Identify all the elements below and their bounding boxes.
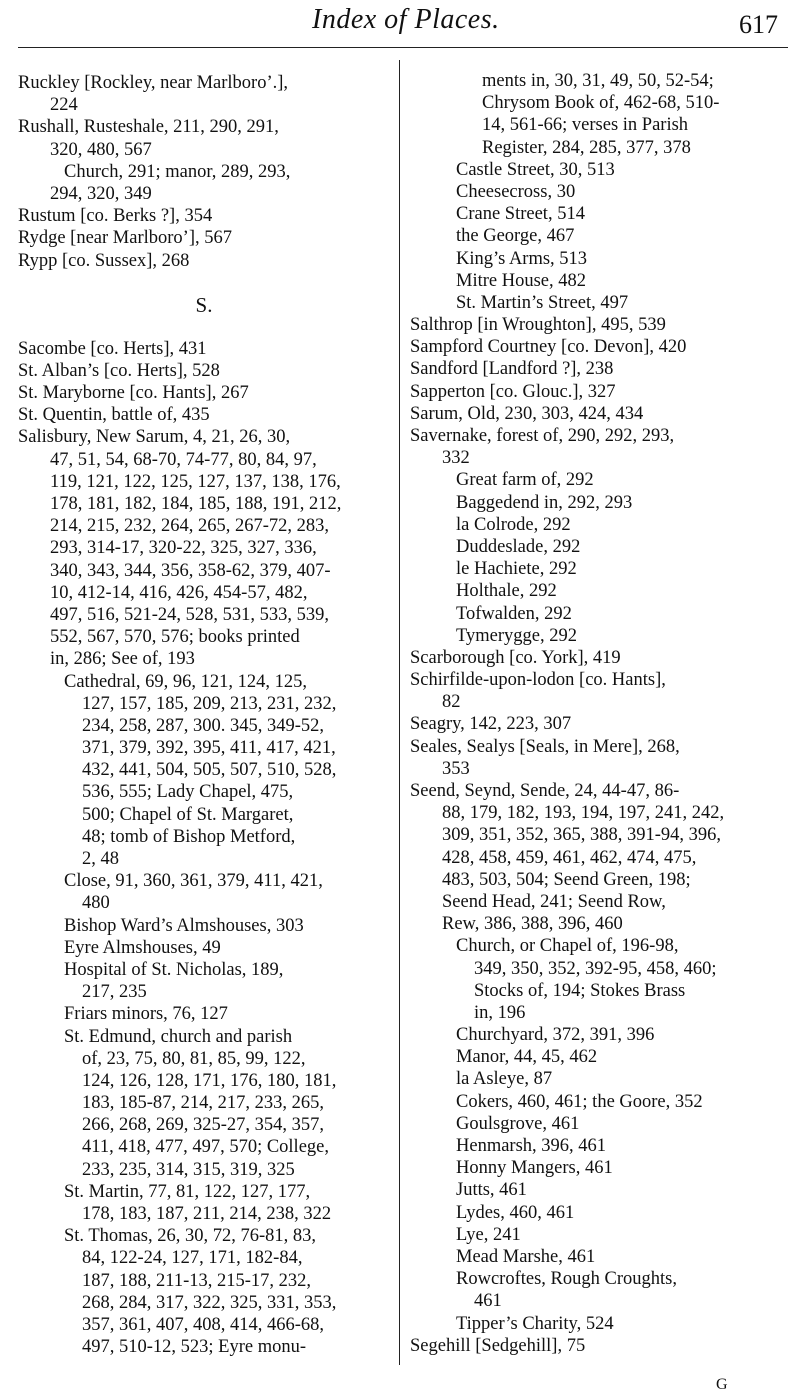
index-entry-line: la Colrode, 292	[456, 514, 571, 535]
index-entry-line: 500; Chapel of St. Margaret,	[82, 804, 294, 825]
index-entry-line: 349, 350, 352, 392-95, 458, 460;	[474, 958, 717, 979]
index-entry-line: Goulsgrove, 461	[456, 1113, 580, 1134]
index-column-right	[410, 70, 788, 1370]
index-entry-line: Church, or Chapel of, 196-98,	[456, 936, 679, 957]
index-entry-line: Rustum [co. Berks ?], 354	[18, 206, 213, 227]
index-entry-line: Seales, Sealys [Seals, in Mere], 268,	[410, 736, 680, 757]
index-entry-line: 10, 412-14, 416, 426, 454-57, 482,	[50, 582, 308, 603]
index-entry-line: Crane Street, 514	[456, 204, 585, 225]
index-entry-line: Seend, Seynd, Sende, 24, 44-47, 86-	[410, 781, 680, 801]
index-entry-line: 187, 188, 211-13, 215-17, 232,	[82, 1270, 312, 1291]
index-entry-line: 178, 183, 187, 211, 214, 238, 322	[82, 1204, 332, 1224]
index-entry-line: 178, 181, 182, 184, 185, 188, 191, 212,	[50, 494, 342, 514]
index-entry-line: Close, 91, 360, 361, 379, 411, 421,	[64, 871, 323, 892]
index-entry-line: 233, 235, 314, 315, 319, 325	[82, 1159, 295, 1180]
index-entry-line: Hospital of St. Nicholas, 189,	[64, 959, 284, 980]
index-entry-line: 371, 379, 392, 395, 411, 417, 421,	[82, 738, 336, 759]
index-entry-line: St. Martin’s Street, 497	[456, 292, 629, 313]
index-entry-line: 428, 458, 459, 461, 462, 474, 475,	[442, 847, 697, 868]
index-entry-line: 127, 157, 185, 209, 213, 231, 232,	[82, 693, 337, 714]
index-entry-line: Rydge [near Marlboro’], 567	[18, 228, 232, 249]
index-entry-line: 214, 215, 232, 264, 265, 267-72, 283,	[50, 516, 330, 537]
index-entry-line: 47, 51, 54, 68-70, 74-77, 80, 84, 97,	[50, 449, 317, 470]
index-entry-line: Mead Marshe, 461	[456, 1246, 596, 1267]
header-rule	[18, 47, 788, 48]
index-entry-line: Tymerygge, 292	[456, 625, 577, 646]
index-entry-line: la Asleye, 87	[456, 1069, 553, 1090]
index-entry-line: Sacombe [co. Herts], 431	[18, 338, 207, 359]
index-entry-line: 14, 561-66; verses in Parish	[482, 115, 689, 136]
index-entry-line: 293, 314-17, 320-22, 325, 327, 336,	[50, 538, 317, 559]
index-entry-line: Eyre Almshouses, 49	[64, 937, 221, 958]
index-entry-line: 119, 121, 122, 125, 127, 137, 138, 176,	[50, 471, 341, 492]
index-entry-line: Chrysom Book of, 462-68, 510-	[482, 93, 720, 114]
index-entry-line: 234, 258, 287, 300. 345, 349-52,	[82, 715, 325, 736]
index-entry-line: Jutts, 461	[456, 1180, 527, 1201]
index-entry-line: 309, 351, 352, 365, 388, 391-94, 396,	[442, 825, 722, 846]
index-entry-line: King’s Arms, 513	[456, 248, 588, 269]
index-entry-line: of, 23, 75, 80, 81, 85, 99, 122,	[82, 1048, 306, 1069]
index-entry-line: in, 196	[474, 1002, 526, 1023]
index-entry-line: Tofwalden, 292	[456, 603, 572, 624]
index-entry-line: Holthale, 292	[456, 581, 557, 602]
index-entry-line: Rowcroftes, Rough Croughts,	[456, 1269, 677, 1290]
index-entry-line: 82	[442, 692, 461, 713]
index-entry-line: 266, 268, 269, 325-27, 354, 357,	[82, 1115, 325, 1136]
index-entry-line: St. Thomas, 26, 30, 72, 76-81, 83,	[64, 1226, 316, 1247]
index-entry-line: Scarborough [co. York], 419	[410, 647, 621, 668]
index-entry-line: 224	[50, 95, 78, 116]
index-entry-line: Bishop Ward’s Almshouses, 303	[64, 915, 304, 936]
index-entry-line: 432, 441, 504, 505, 507, 510, 528,	[82, 760, 337, 781]
index-entry-line: Rew, 386, 388, 396, 460	[442, 914, 623, 935]
index-entry-line: 497, 516, 521-24, 528, 531, 533, 539,	[50, 604, 330, 625]
index-entry-line: Lydes, 460, 461	[456, 1202, 575, 1223]
index-entry-line: Church, 291; manor, 289, 293,	[64, 161, 291, 182]
index-entry-line: Rushall, Rusteshale, 211, 290, 291,	[18, 117, 279, 138]
index-entry-line: 411, 418, 477, 497, 570; College,	[82, 1137, 329, 1158]
index-entry-line: 353	[442, 758, 470, 779]
index-entry-line: 536, 555; Lady Chapel, 475,	[82, 782, 294, 803]
page-number: 617	[739, 10, 778, 39]
index-entry-line: Churchyard, 372, 391, 396	[456, 1025, 655, 1046]
index-entry-line: Mitre House, 482	[456, 270, 586, 291]
index-entry-line: Sapperton [co. Glouc.], 327	[410, 381, 616, 402]
index-entry-line: St. Maryborne [co. Hants], 267	[18, 383, 249, 404]
index-entry-line: 483, 503, 504; Seend Green, 198;	[442, 869, 691, 890]
index-entry-line: Rypp [co. Sussex], 268	[18, 250, 190, 271]
index-entry-line: 480	[82, 893, 110, 914]
index-entry-line: 84, 122-24, 127, 171, 182-84,	[82, 1248, 303, 1269]
index-entry-line: 294, 320, 349	[50, 183, 152, 204]
index-entry-line: Castle Street, 30, 513	[456, 159, 615, 180]
index-entry-line: St. Quentin, battle of, 435	[18, 405, 210, 426]
index-entry-line: Register, 284, 285, 377, 378	[482, 137, 691, 158]
index-entry-line: le Hachiete, 292	[456, 559, 577, 580]
index-entry-line: Henmarsh, 396, 461	[456, 1136, 607, 1156]
index-entry-line: 332	[442, 448, 470, 469]
index-entry-line: Salthrop [in Wroughton], 495, 539	[410, 315, 666, 336]
index-entry-line: Sandford [Landford ?], 238	[410, 359, 614, 380]
index-entry-line: 217, 235	[82, 982, 147, 1003]
index-entry-line: Seend Head, 241; Seend Row,	[442, 891, 666, 912]
index-entry-line: 88, 179, 182, 193, 194, 197, 241, 242,	[442, 803, 725, 824]
index-entry-line: ments in, 30, 31, 49, 50, 52-54;	[482, 71, 714, 91]
index-entry-line: St. Alban’s [co. Herts], 528	[18, 360, 220, 381]
index-entry-line: Baggedend in, 292, 293	[456, 492, 633, 513]
index-entry-line: 48; tomb of Bishop Metford,	[82, 826, 296, 847]
index-entry-line: Sarum, Old, 230, 303, 424, 434	[410, 403, 644, 424]
index-entry-line: Duddeslade, 292	[456, 536, 581, 557]
index-entry-line: Honny Mangers, 461	[456, 1158, 613, 1179]
index-entry-line: Ruckley [Rockley, near Marlboro’.],	[18, 73, 289, 93]
index-entry-line: 340, 343, 344, 356, 358-62, 379, 407-	[50, 560, 331, 581]
index-entry-line: Friars minors, 76, 127	[64, 1004, 228, 1025]
page-header	[0, 0, 800, 50]
index-entry-line: Salisbury, New Sarum, 4, 21, 26, 30,	[18, 427, 291, 448]
index-entry-line: Stocks of, 194; Stokes Brass	[474, 980, 686, 1001]
index-entry-line: 124, 126, 128, 171, 176, 180, 181,	[82, 1070, 337, 1091]
index-entry-line: Schirfilde-upon-lodon [co. Hants],	[410, 670, 666, 691]
index-entry-line: Tipper’s Charity, 524	[456, 1313, 614, 1334]
index-entry-line: Seagry, 142, 223, 307	[410, 714, 572, 735]
index-entry-line: Segehill [Sedgehill], 75	[410, 1335, 586, 1356]
index-entry-line: Cathedral, 69, 96, 121, 124, 125,	[64, 671, 308, 692]
index-entry-line: 357, 361, 407, 408, 414, 466-68,	[82, 1314, 325, 1335]
running-title: Index of Places.	[312, 4, 500, 35]
index-entry-line: 183, 185-87, 214, 217, 233, 265,	[82, 1093, 325, 1114]
index-entry-line: Sampford Courtney [co. Devon], 420	[410, 337, 687, 358]
index-entry-line: 320, 480, 567	[50, 139, 152, 160]
index-entry-line: 268, 284, 317, 322, 325, 331, 353,	[82, 1292, 337, 1313]
index-entry-line: 497, 510-12, 523; Eyre monu-	[82, 1337, 307, 1358]
index-entry-line: 461	[474, 1291, 502, 1312]
index-entry-line: Savernake, forest of, 290, 292, 293,	[410, 426, 675, 446]
index-entry-line: 2, 48	[82, 849, 119, 869]
index-entry-line: St. Edmund, church and parish	[64, 1026, 293, 1047]
index-entry-line: Great farm of, 292	[456, 470, 594, 491]
index-entry-line: Lye, 241	[456, 1224, 521, 1245]
index-entry-line: St. Martin, 77, 81, 122, 127, 177,	[64, 1181, 311, 1202]
section-letter: S.	[195, 292, 213, 317]
signature-mark: G	[716, 1376, 728, 1393]
column-divider	[399, 60, 400, 1365]
index-entry-line: Cheesecross, 30	[456, 181, 576, 202]
index-entry-line: Manor, 44, 45, 462	[456, 1047, 598, 1068]
index-entry-line: Cokers, 460, 461; the Goore, 352	[456, 1091, 703, 1112]
index-entry-line: 552, 567, 570, 576; books printed	[50, 627, 300, 648]
index-column-left	[18, 72, 390, 1372]
index-entry-line: the George, 467	[456, 226, 575, 247]
index-entry-line: in, 286; See of, 193	[50, 649, 195, 670]
